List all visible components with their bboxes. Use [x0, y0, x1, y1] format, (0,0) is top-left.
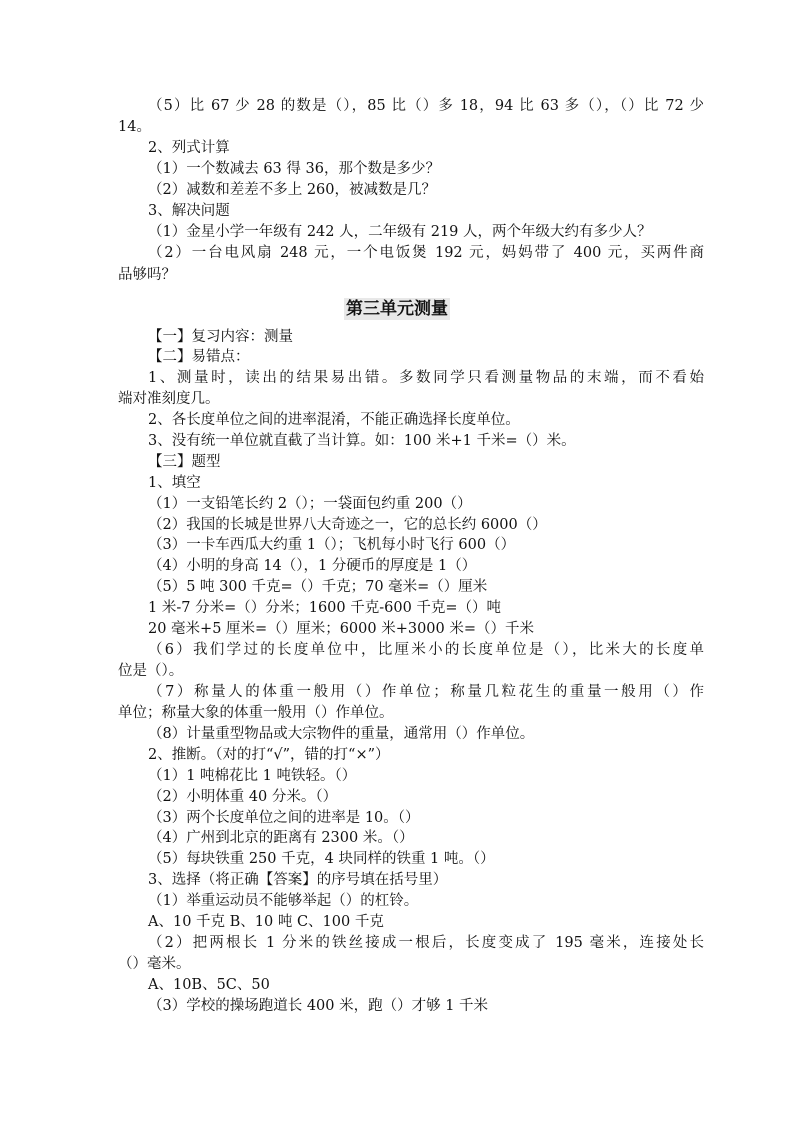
text-line: 端对准刻度几。: [118, 391, 220, 407]
text-line: 【二】易错点：: [148, 349, 250, 365]
text-line: （4）广州到北京的距离有 2300 米。（）: [148, 830, 414, 846]
text-line: 【一】复习内容：测量: [148, 329, 293, 345]
text-line: （2）减数和差差不多上 260，被减数是几？: [148, 182, 437, 198]
text-line: 【三】题型: [148, 454, 221, 470]
text-line: 1 米-7 分米=（）分米；1600 千克-600 千克=（）吨: [148, 600, 502, 616]
text-line: （2）我国的长城是世界八大奇迹之一，它的总长约 6000（）: [148, 517, 547, 533]
text-line: （1）举重运动员不能够举起（）的杠铃。: [148, 893, 419, 909]
text-line: （2）一台电风扇 248 元，一个电饭煲 192 元，妈妈带了 400 元，买两件商: [148, 245, 704, 261]
text-line: （1）一支铅笔长约 2（）；一袋面包约重 200（）: [148, 496, 472, 512]
text-line: （）毫米。: [118, 956, 191, 972]
unit-title: [0, 294, 794, 319]
text-line: 14。: [118, 119, 151, 135]
section-heading: 2、列式计算: [148, 140, 230, 156]
text-line: A、10 千克 B、10 吨 C、100 千克: [148, 914, 384, 930]
text-line: （5）5 吨 300 千克=（）千克；70 毫米=（）厘米: [148, 579, 488, 595]
text-line: 位是（）。: [118, 663, 184, 679]
text-line: 1、测量时，读出的结果易出错。多数同学只看测量物品的末端，而不看始: [148, 370, 704, 386]
text-line: （1）金星小学一年级有 242 人，二年级有 219 人，两个年级大约有多少人？: [148, 224, 652, 240]
text-line: 品够吗？: [118, 267, 176, 283]
text-line: （7）称量人的体重一般用（）作单位；称量几粒花生的重量一般用（）作: [148, 684, 704, 700]
text-line: （4）小明的身高 14（），1 分硬币的厚度是 1（）: [148, 558, 477, 574]
section-heading: 1、填空: [148, 475, 201, 491]
text-line: （2）小明体重 40 分米。（）: [148, 789, 338, 805]
text-line: （3）两个长度单位之间的进率是 10。（）: [148, 810, 420, 826]
text-line: （1）一个数减去 63 得 36，那个数是多少？: [148, 161, 440, 177]
text-line: （6）我们学过的长度单位中，比厘米小的长度单位是（），比米大的长度单: [148, 642, 704, 658]
text-line: （5）每块铁重 250 千克，4 块同样的铁重 1 吨。（）: [148, 851, 495, 867]
text-line: （3）一卡车西瓜大约重 1（）；飞机每小时飞行 600（）: [148, 537, 516, 553]
text-line: A、10B、5C、50: [148, 977, 270, 993]
text-line: 2、各长度单位之间的进率混淆，不能正确选择长度单位。: [148, 412, 520, 428]
section-heading: 2、推断。（对的打“√”，错的打“×”）: [148, 747, 390, 763]
unit-title-text: 第三单元测量: [346, 299, 448, 319]
section-heading: 3、选择（将正确【答案】的序号填在括号里）: [148, 872, 448, 888]
section-heading: 3、解决问题: [148, 203, 230, 219]
text-line: 单位；称量大象的体重一般用（）作单位。: [118, 705, 394, 721]
text-line: 20 毫米+5 厘米=（）厘米；6000 米+3000 米=（）千米: [148, 621, 535, 637]
text-line: （1）1 吨棉花比 1 吨铁轻。（）: [148, 768, 357, 784]
text-line: （8）计量重型物品或大宗物件的重量，通常用（）作单位。: [148, 726, 535, 742]
text-line: 3、没有统一单位就直截了当计算。如：100 米+1 千米=（）米。: [148, 433, 576, 449]
text-line: （3）学校的操场跑道长 400 米，跑（）才够 1 千米: [148, 998, 489, 1014]
text-line: （2）把两根长 1 分米的铁丝接成一根后，长度变成了 195 毫米，连接处长: [148, 935, 704, 951]
text-line: （5）比 67 少 28 的数是（），85 比（）多 18，94 比 63 多（），（）比 72 少: [148, 98, 704, 114]
